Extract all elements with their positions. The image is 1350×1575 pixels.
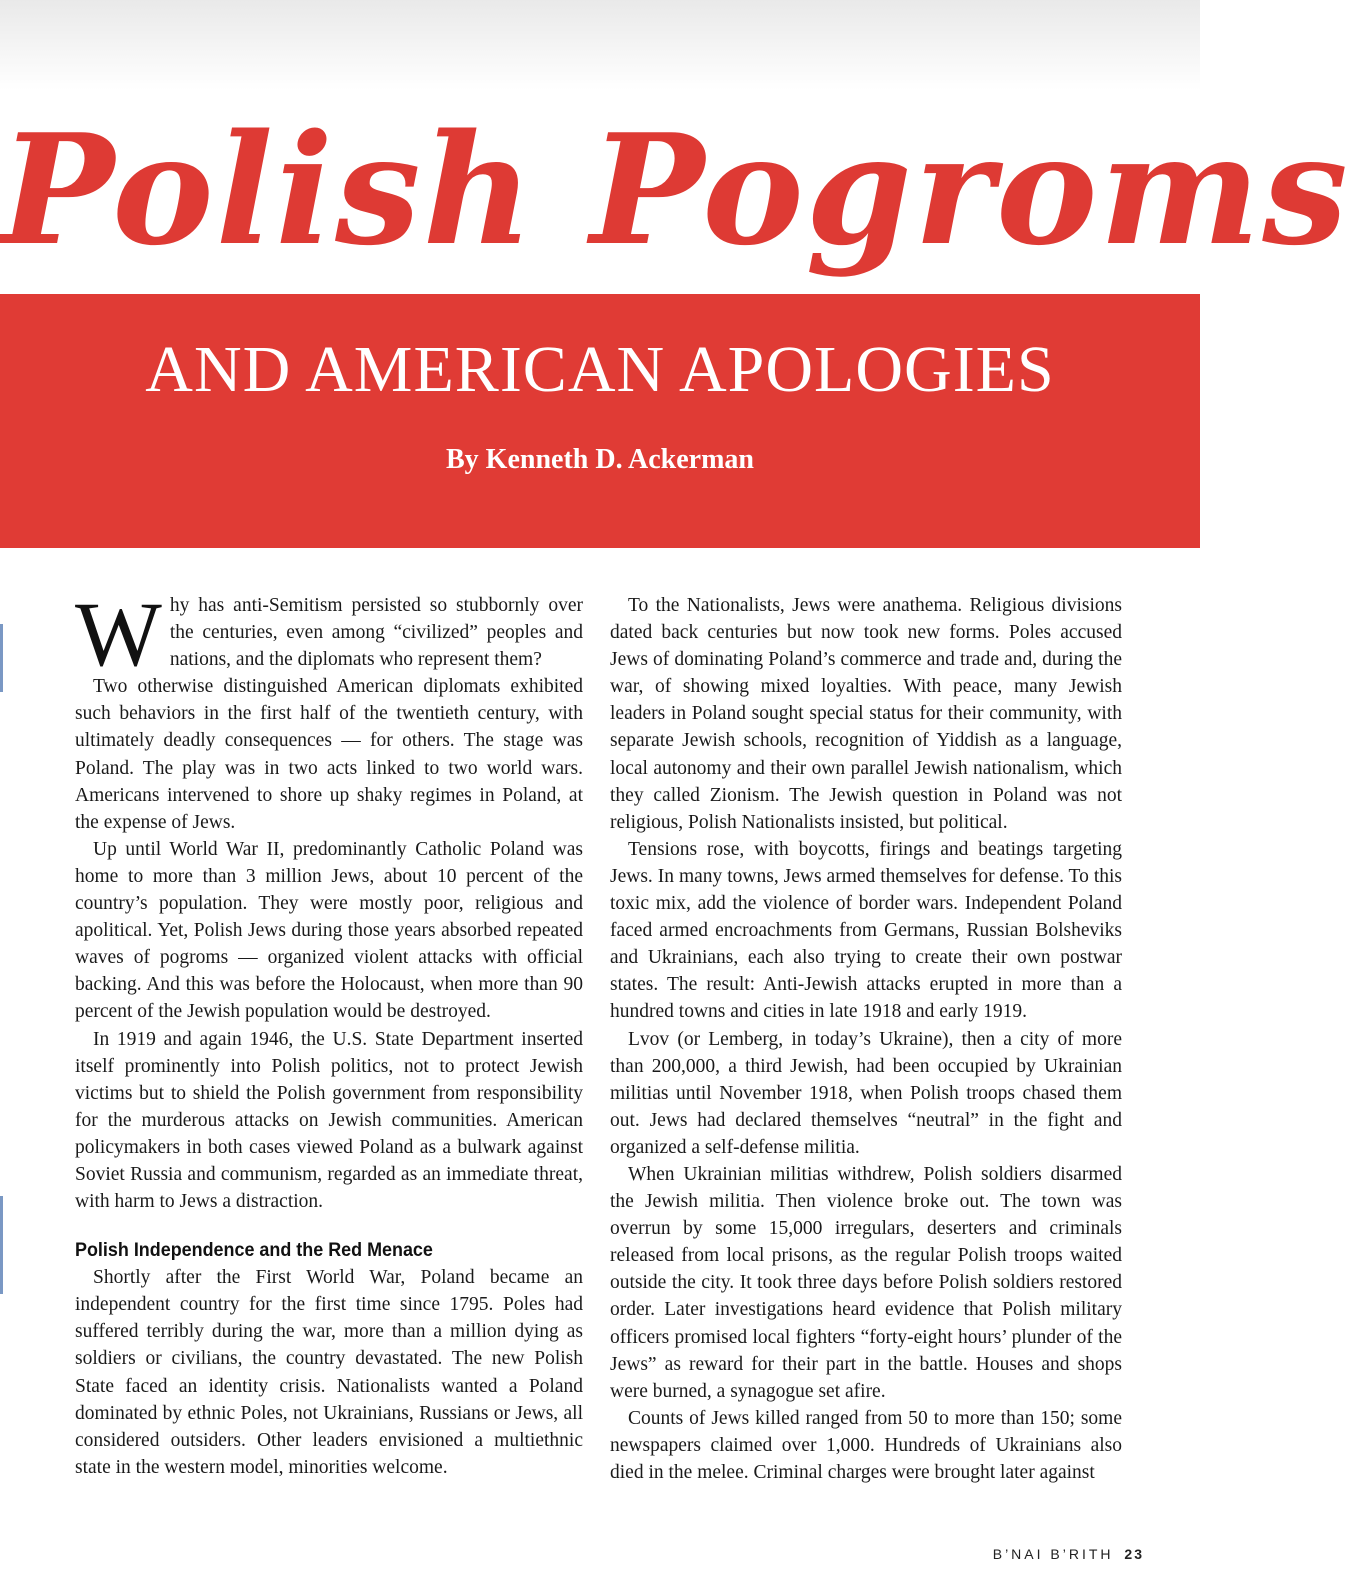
- article-paragraph: To the Nationalists, Jews were anathema. Religious divisions dated back centuries but now took new forms. Poles accused Jews of dominating Poland’s commerce and trade and, during the war, of showing mixed loyalties. With peace, many Jewish leaders in Poland sought special status for their community, with separate Jewish schools, recognition of Yiddish as a language, local autonomy and their own parallel Jewish nationalism, which they called Zionism. The Jewish question in Poland was not religious, Polish Nationalists insisted, but political.: [610, 595, 1122, 833]
- page-edge-mark: [0, 1196, 3, 1294]
- article-paragraph: Counts of Jews killed ranged from 50 to more than 150; some newspapers claimed over 1,000. Hundreds of Ukrainians also died in the melee. Criminal charges were brought later against: [610, 1407, 1122, 1483]
- article-paragraph: Lvov (or Lemberg, in today’s Ukraine), then a city of more than 200,000, a third Jewish, had been occupied by Ukrainian militias until November 1918, when Polish troops chased them out. Jews had declared themselves “neutral” in the fight and organized a self-defense militia.: [610, 1028, 1122, 1158]
- article-paragraph: Two otherwise distinguished American diplomats exhibited such behaviors in the first half of the twentieth century, with ultimately deadly consequences — for others. The stage was Poland. The play was in two acts linked to two world wars. Americans intervened to shore up shaky regimes in Poland, at the expense of Jews.: [75, 676, 583, 833]
- page-edge-mark: [0, 624, 3, 692]
- article-paragraph: Tensions rose, with boycotts, firings and beatings targeting Jews. In many towns, Jews armed themselves for defense. To this toxic mix, add the violence of border wars. Independent Poland faced armed encroachments from Germans, Russian Bolsheviks and Ukrainians, each also trying to create their own postwar states. The result: Anti-Jewish attacks erupted in more than a hundred towns and cities in late 1918 and early 1919.: [610, 838, 1122, 1023]
- header-background: [0, 0, 1200, 90]
- article-paragraph: When Ukrainian militias withdrew, Polish soldiers disarmed the Jewish militia. Then violence broke out. The town was overrun by some 15,000 irregulars, deserters and criminals released from local prisons, as the regular Polish troops waited outside the city. It took three days before Polish soldiers restored order. Later investigations heard evidence that Polish military officers promised local fighters “forty-eight hours’ plunder of the Jews” as reward for their part in the battle. Houses and shops were burned, a synagogue set afire.: [610, 1163, 1122, 1402]
- publication-name: B’NAI B’RITH: [992, 1546, 1114, 1562]
- title-banner: [0, 294, 1200, 548]
- article-column-left: [75, 583, 583, 1481]
- page-number: 23: [1124, 1546, 1144, 1562]
- page-footer: [993, 1546, 1144, 1562]
- article-paragraph: In 1919 and again 1946, the U.S. State Department inserted itself prominently into Polish politics, not to protect Jewish victims but to shield the Polish government from responsibility for the murderous attacks on Jewish communities. American policymakers in both cases viewed Poland as a bulwark against Soviet Russia and communism, regarded as an immediate threat, with harm to Jews a distraction.: [75, 1028, 583, 1213]
- article-paragraph: Up until World War II, predominantly Catholic Poland was home to more than 3 million Jews, about 10 percent of the country’s population. They were mostly poor, religious and apolitical. Yet, Polish Jews during those years absorbed repeated waves of pogroms — organized violent attacks with official backing. And this was before the Holocaust, when more than 90 percent of the Jewish population would be destroyed.: [75, 838, 583, 1023]
- page-subtitle: AND AMERICAN APOLOGIES: [145, 333, 1055, 406]
- section-heading: Polish Independence and the Red Menace: [75, 1239, 433, 1262]
- drop-cap: W: [75, 583, 162, 685]
- article-paragraph: Shortly after the First World War, Poland became an independent country for the first time since 1795. Poles had suffered terribly during the war, more than a million dying as soldiers or civilians, the country devastated. The new Polish State faced an identity crisis. Nationalists wanted a Poland dominated by ethnic Poles, not Ukrainians, Russians or Jews, all considered outsiders. Other leaders envisioned a multiethnic state in the western model, minorities welcome.: [75, 1267, 583, 1478]
- article-column-right: [610, 592, 1122, 1486]
- author-byline: By Kenneth D. Ackerman: [446, 444, 754, 475]
- page-title: Polish Pogroms: [0, 100, 1350, 279]
- article-paragraph: Why has anti-Semitism persisted so stubbornly over the centuries, even among “civilized” peoples and nations, and the diplomats who represent them?: [75, 583, 583, 685]
